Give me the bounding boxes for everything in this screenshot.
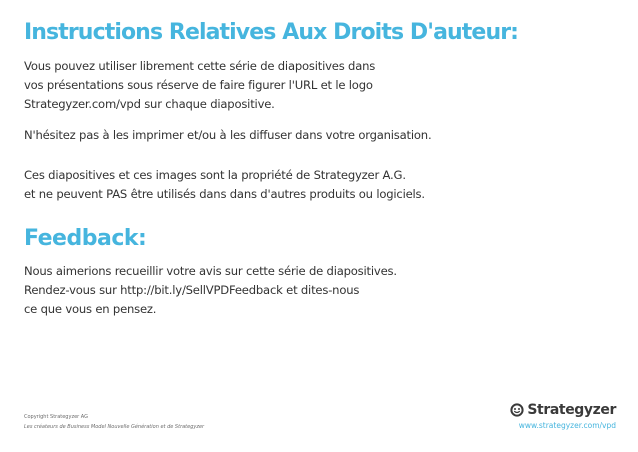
ownership-line-2: et ne peuvent PAS être utilisés dans dans d'autres produits ou logiciels. xyxy=(24,187,425,201)
feedback-title: Feedback: xyxy=(24,226,147,251)
strategyzer-logo-icon xyxy=(510,403,524,417)
usage-line-1: Vous pouvez utiliser librement cette série de diapositives dans xyxy=(24,59,376,73)
usage-line-3: Strategyzer.com/vpd sur chaque diapositive. xyxy=(24,97,275,111)
feedback-line-3: ce que vous en pensez. xyxy=(24,302,157,316)
feedback-line-2: Rendez-vous sur http://bit.ly/SellVPDFeedback et dites-nous xyxy=(24,283,360,297)
brand-name: Strategyzer xyxy=(527,402,616,418)
footer-tagline: Les créateurs de Business Model Nouvelle Génération et de Strategyzer xyxy=(24,424,205,430)
usage-line-2: vos présentations sous réserve de faire figurer l'URL et le logo xyxy=(24,78,373,92)
footer-copyright: Copyright Strategyzer AG xyxy=(24,414,88,420)
brand-url[interactable]: www.strategyzer.com/vpd xyxy=(518,421,616,430)
footer-credits xyxy=(24,412,204,432)
print-paragraph xyxy=(24,126,431,145)
copyright-instructions-title: Instructions Relatives Aux Droits D'auteur: xyxy=(24,20,519,45)
ownership-paragraph xyxy=(24,166,425,204)
ownership-line-1: Ces diapositives et ces images sont la propriété de Strategyzer A.G. xyxy=(24,168,406,182)
usage-paragraph xyxy=(24,57,375,114)
strategyzer-logo xyxy=(510,402,616,418)
feedback-paragraph xyxy=(24,262,397,319)
print-line-1: N'hésitez pas à les imprimer et/ou à les diffuser dans votre organisation. xyxy=(24,128,432,142)
feedback-line-1: Nous aimerions recueillir votre avis sur cette série de diapositives. xyxy=(24,264,397,278)
